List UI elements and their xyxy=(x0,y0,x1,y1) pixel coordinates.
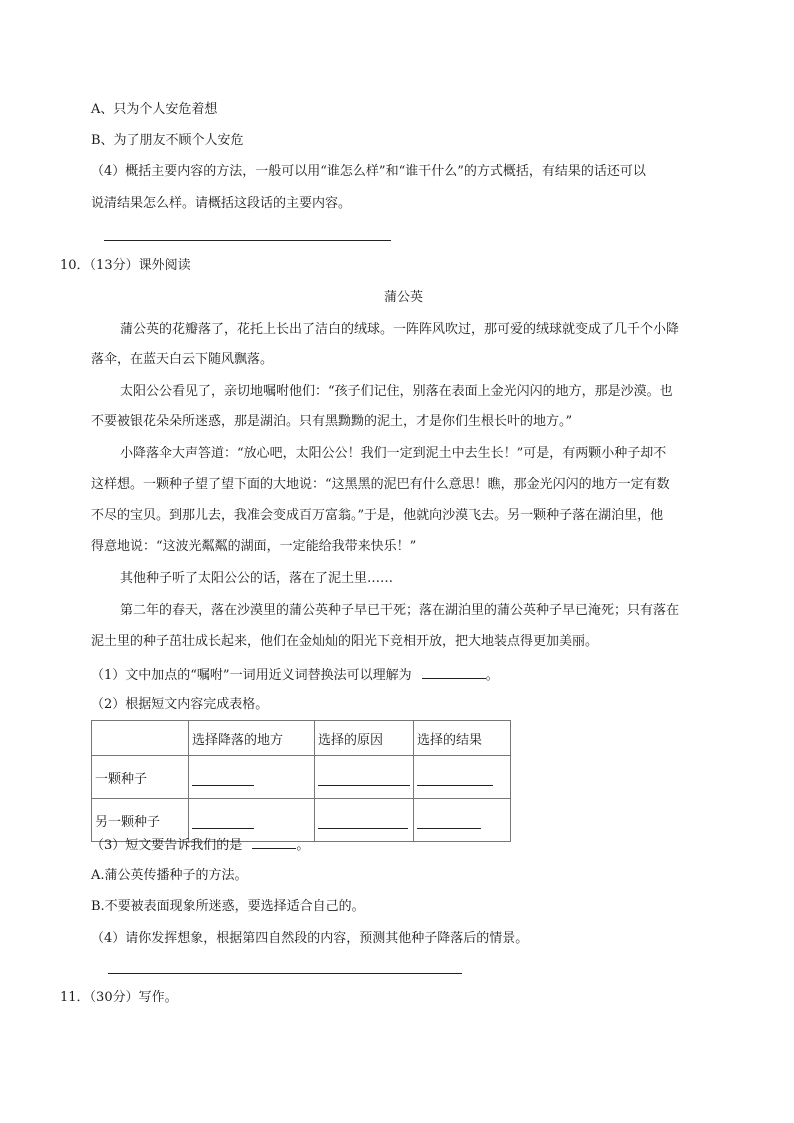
q10-sub1-end: 。 xyxy=(485,668,499,683)
table-answer-cell[interactable] xyxy=(414,756,511,799)
passage-p1-line2: 落伞，在蓝天白云下随风飘落。 xyxy=(91,352,274,367)
table-answer-cell[interactable] xyxy=(315,799,414,842)
table-answer-cell[interactable] xyxy=(315,756,414,799)
q10-sub3-option-b: B.不要被表面现象所迷惑，要选择适合自己的。 xyxy=(91,899,365,914)
q10-sub3-blank[interactable] xyxy=(252,834,296,849)
passage-p3-line1: 小降落伞大声答道：“放心吧，太阳公公！我们一定到泥土中去生长！”可是，有两颗小种子却不 xyxy=(120,446,667,461)
q10-sub4: （4）请你发挥想象，根据第四自然段的内容，预测其他种子降落后的情景。 xyxy=(91,931,529,946)
passage-p2-line1: 太阳公公看见了，亲切地嘱咐他们：“孩子们记住，别落在表面上金光闪闪的地方，那是沙漠。也 xyxy=(120,384,673,399)
q9-option-a: A、只为个人安危着想 xyxy=(91,102,218,117)
q10-sub3 xyxy=(91,834,309,856)
passage-title: 蒲公英 xyxy=(384,290,424,305)
q11-header: 11．（30分）写作。 xyxy=(60,990,178,1005)
table-answer-cell[interactable] xyxy=(414,799,511,842)
q10-sub3-option-a: A.蒲公英传播种子的方法。 xyxy=(91,868,248,883)
passage-p5-line2: 泥土里的种子茁壮成长起来，他们在金灿灿的阳光下竞相开放，把大地装点得更加美丽。 xyxy=(91,634,599,649)
passage-p1-line1: 蒲公英的花瓣落了，花托上长出了洁白的绒球。一阵阵风吹过，那可爱的绒球就变成了几千个小降 xyxy=(120,322,680,337)
table-header-row xyxy=(92,721,511,756)
passage-p3-line3: 不尽的宝贝。到那儿去，我准会变成百万富翁。”于是，他就向沙漠飞去。另一颗种子落在湖泊里，他 xyxy=(91,508,664,523)
table-answer-cell[interactable] xyxy=(189,756,315,799)
passage-p3-line2: 这样想。一颗种子望了望下面的大地说：“这黑黑的泥巴有什么意思！瞧，那金光闪闪的地方一定有数 xyxy=(91,477,670,492)
table-header-cell: 选择降落的地方 xyxy=(189,721,315,756)
q9-option-b: B、为了朋友不顾个人安危 xyxy=(91,133,244,148)
answer-table xyxy=(91,720,511,842)
q10-sub1-blank[interactable] xyxy=(422,664,486,679)
q10-sub1-text: （1）文中加点的“嘱咐”一词用近义词替换法可以理解为 xyxy=(91,668,412,683)
passage-p3-line4: 得意地说：“这波光粼粼的湖面，一定能给我带来快乐！” xyxy=(91,539,417,554)
passage-p4-line1: 其他种子听了太阳公公的话，落在了泥土里…… xyxy=(120,571,394,586)
q10-sub3-end: 。 xyxy=(296,838,310,853)
table-header-cell: 选择的原因 xyxy=(315,721,414,756)
q10-sub1 xyxy=(91,664,499,686)
table-row-label: 一颗种子 xyxy=(92,756,189,799)
table-header-cell xyxy=(92,721,189,756)
q10-sub4-answer-line[interactable] xyxy=(108,973,462,974)
q9-sub4-line2: 说清结果怎么样。请概括这段话的主要内容。 xyxy=(91,196,352,211)
table-header-cell: 选择的结果 xyxy=(414,721,511,756)
q9-sub4-line1: （4）概括主要内容的方法，一般可以用“谁怎么样”和“谁干什么”的方式概括，有结果的话还可以 xyxy=(91,164,646,179)
passage-p2-line2: 不要被银花朵朵所迷惑，那是湖泊。只有黑黝黝的泥土，才是你们生根长叶的地方。” xyxy=(91,414,573,429)
passage-p5-line1: 第二年的春天，落在沙漠里的蒲公英种子早已干死；落在湖泊里的蒲公英种子早已淹死；只有落在 xyxy=(120,603,680,618)
q9-answer-line[interactable] xyxy=(104,240,391,241)
q10-header: 10．（13分）课外阅读 xyxy=(60,258,191,273)
table-row xyxy=(92,756,511,799)
table-row-label: 另一颗种子 xyxy=(92,799,189,842)
q10-sub2: （2）根据短文内容完成表格。 xyxy=(91,697,269,712)
q10-sub3-text: （3）短文要告诉我们的是 xyxy=(91,838,243,853)
